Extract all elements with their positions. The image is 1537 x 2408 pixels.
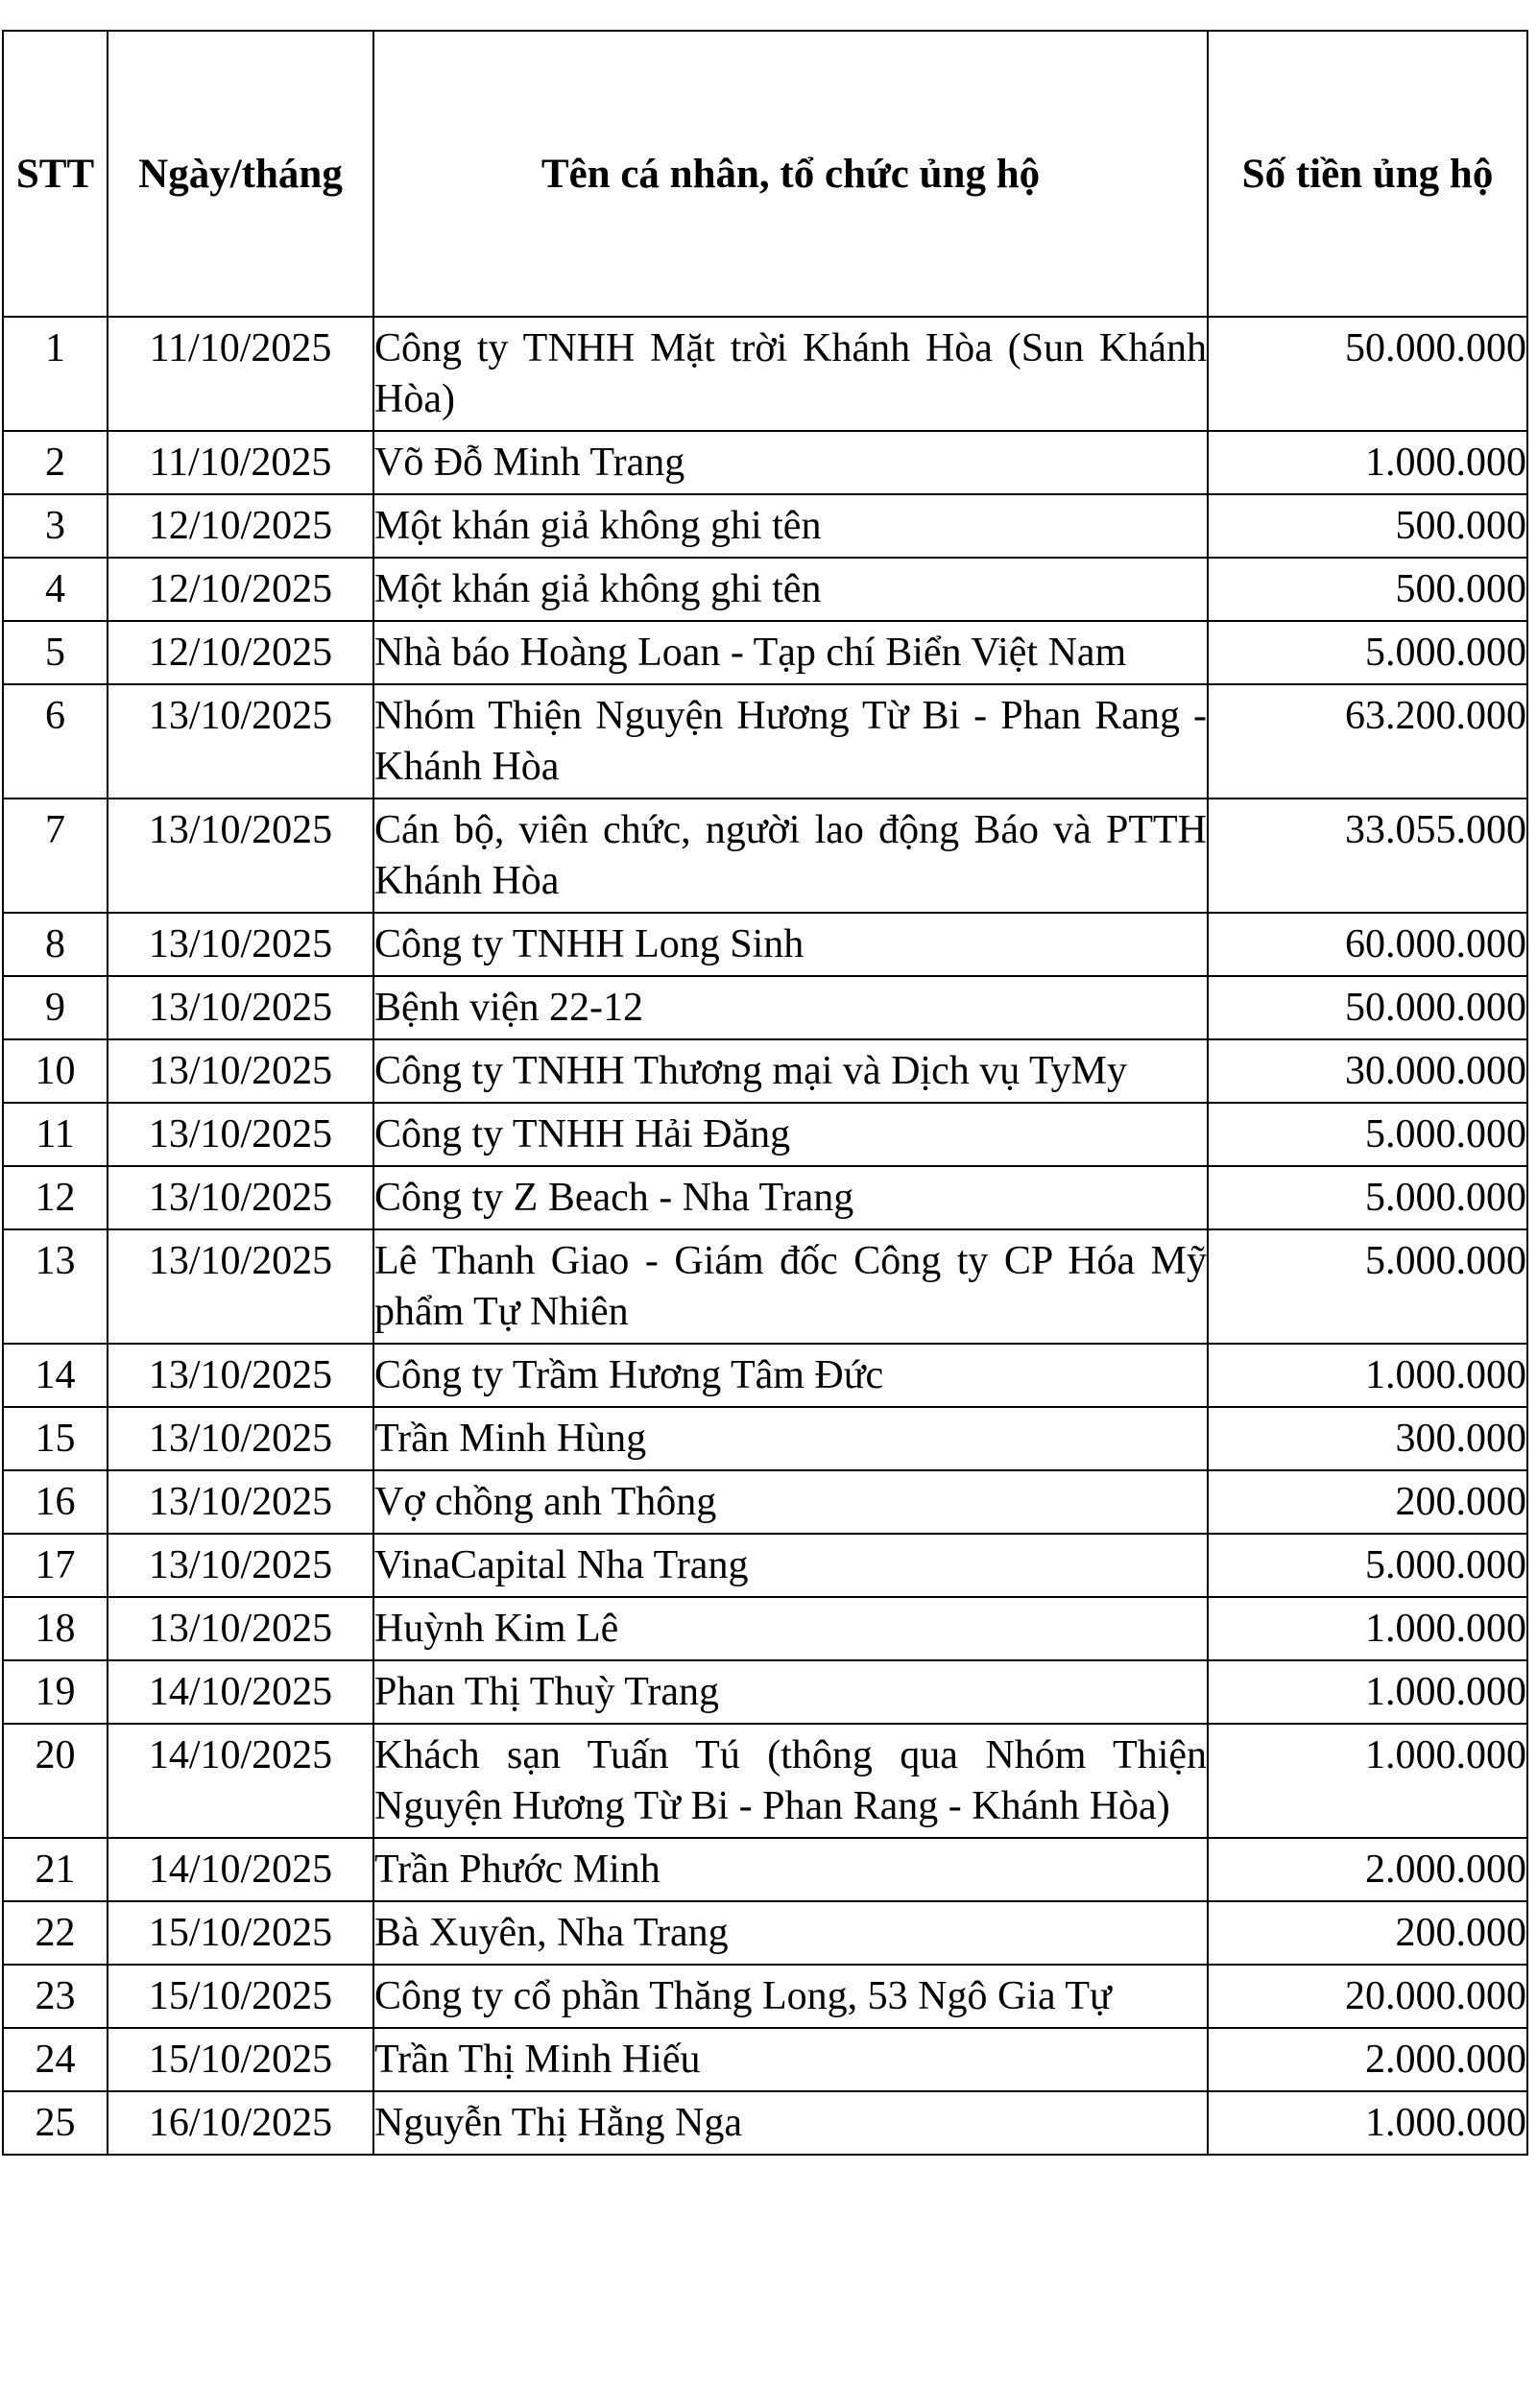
cell-donor-name: Trần Phước Minh — [373, 1838, 1208, 1901]
cell-stt: 9 — [3, 976, 108, 1039]
cell-stt: 13 — [3, 1229, 108, 1344]
cell-donor-name: Vợ chồng anh Thông — [373, 1470, 1208, 1534]
cell-donor-name: Phan Thị Thuỳ Trang — [373, 1660, 1208, 1724]
table-row — [3, 1407, 1527, 1470]
table-row — [3, 1344, 1527, 1407]
cell-amount: 63.200.000 — [1208, 684, 1527, 799]
cell-date: 13/10/2025 — [108, 913, 373, 976]
cell-amount: 5.000.000 — [1208, 621, 1527, 684]
table-row — [3, 684, 1527, 799]
table-row — [3, 1965, 1527, 2028]
cell-date: 13/10/2025 — [108, 1597, 373, 1660]
cell-amount: 5.000.000 — [1208, 1534, 1527, 1597]
cell-donor-name: Trần Minh Hùng — [373, 1407, 1208, 1470]
cell-date: 15/10/2025 — [108, 1901, 373, 1965]
cell-stt: 7 — [3, 799, 108, 913]
cell-amount: 200.000 — [1208, 1901, 1527, 1965]
cell-date: 13/10/2025 — [108, 1470, 373, 1534]
cell-date: 14/10/2025 — [108, 1724, 373, 1838]
cell-amount: 30.000.000 — [1208, 1039, 1527, 1103]
cell-stt: 23 — [3, 1965, 108, 2028]
cell-date: 14/10/2025 — [108, 1838, 373, 1901]
cell-amount: 5.000.000 — [1208, 1103, 1527, 1166]
cell-donor-name: Võ Đỗ Minh Trang — [373, 431, 1208, 494]
cell-stt: 22 — [3, 1901, 108, 1965]
cell-amount: 1.000.000 — [1208, 431, 1527, 494]
cell-amount: 5.000.000 — [1208, 1166, 1527, 1229]
table-row — [3, 1597, 1527, 1660]
cell-donor-name: Lê Thanh Giao - Giám đốc Công ty CP Hóa Mỹ phẩm Tự Nhiên — [373, 1229, 1208, 1344]
donation-table — [2, 30, 1528, 2156]
cell-date: 13/10/2025 — [108, 976, 373, 1039]
cell-date: 13/10/2025 — [108, 1039, 373, 1103]
table-row — [3, 1470, 1527, 1534]
cell-date: 16/10/2025 — [108, 2091, 373, 2155]
table-row — [3, 1724, 1527, 1838]
cell-stt: 12 — [3, 1166, 108, 1229]
table-row — [3, 799, 1527, 913]
cell-stt: 15 — [3, 1407, 108, 1470]
cell-stt: 17 — [3, 1534, 108, 1597]
cell-donor-name: Nhà báo Hoàng Loan - Tạp chí Biển Việt Nam — [373, 621, 1208, 684]
cell-stt: 1 — [3, 317, 108, 431]
header-row — [3, 31, 1527, 317]
cell-date: 13/10/2025 — [108, 1166, 373, 1229]
cell-amount: 1.000.000 — [1208, 1660, 1527, 1724]
cell-stt: 11 — [3, 1103, 108, 1166]
cell-donor-name: Công ty Z Beach - Nha Trang — [373, 1166, 1208, 1229]
cell-date: 15/10/2025 — [108, 2028, 373, 2091]
cell-stt: 19 — [3, 1660, 108, 1724]
table-row — [3, 1103, 1527, 1166]
table-row — [3, 1901, 1527, 1965]
cell-amount: 2.000.000 — [1208, 2028, 1527, 2091]
cell-amount: 60.000.000 — [1208, 913, 1527, 976]
cell-stt: 18 — [3, 1597, 108, 1660]
cell-date: 12/10/2025 — [108, 621, 373, 684]
cell-date: 13/10/2025 — [108, 1407, 373, 1470]
cell-stt: 20 — [3, 1724, 108, 1838]
cell-donor-name: Một khán giả không ghi tên — [373, 494, 1208, 558]
cell-date: 15/10/2025 — [108, 1965, 373, 2028]
cell-date: 12/10/2025 — [108, 494, 373, 558]
cell-amount: 1.000.000 — [1208, 1597, 1527, 1660]
cell-donor-name: Khách sạn Tuấn Tú (thông qua Nhóm Thiện Nguyện Hương Từ Bi - Phan Rang - Khánh Hòa) — [373, 1724, 1208, 1838]
table-row — [3, 2028, 1527, 2091]
header-name: Tên cá nhân, tổ chức ủng hộ — [373, 31, 1208, 317]
cell-donor-name: Một khán giả không ghi tên — [373, 558, 1208, 621]
cell-amount: 500.000 — [1208, 558, 1527, 621]
cell-amount: 20.000.000 — [1208, 1965, 1527, 2028]
cell-amount: 50.000.000 — [1208, 317, 1527, 431]
cell-date: 13/10/2025 — [108, 684, 373, 799]
cell-donor-name: Công ty cổ phần Thăng Long, 53 Ngô Gia Tự — [373, 1965, 1208, 2028]
cell-stt: 16 — [3, 1470, 108, 1534]
cell-donor-name: Công ty TNHH Long Sinh — [373, 913, 1208, 976]
table-row — [3, 431, 1527, 494]
cell-donor-name: Công ty TNHH Hải Đăng — [373, 1103, 1208, 1166]
table-row — [3, 1534, 1527, 1597]
table-row — [3, 976, 1527, 1039]
cell-amount: 500.000 — [1208, 494, 1527, 558]
cell-date: 13/10/2025 — [108, 1229, 373, 1344]
cell-stt: 24 — [3, 2028, 108, 2091]
table-row — [3, 1660, 1527, 1724]
cell-donor-name: VinaCapital Nha Trang — [373, 1534, 1208, 1597]
table-row — [3, 1838, 1527, 1901]
cell-donor-name: Nhóm Thiện Nguyện Hương Từ Bi - Phan Rang - Khánh Hòa — [373, 684, 1208, 799]
cell-donor-name: Công ty TNHH Mặt trời Khánh Hòa (Sun Khánh Hòa) — [373, 317, 1208, 431]
cell-amount: 1.000.000 — [1208, 1724, 1527, 1838]
cell-amount: 33.055.000 — [1208, 799, 1527, 913]
cell-stt: 6 — [3, 684, 108, 799]
table-header — [3, 31, 1527, 317]
cell-date: 13/10/2025 — [108, 1534, 373, 1597]
cell-stt: 3 — [3, 494, 108, 558]
cell-donor-name: Bà Xuyên, Nha Trang — [373, 1901, 1208, 1965]
table-row — [3, 558, 1527, 621]
cell-amount: 1.000.000 — [1208, 2091, 1527, 2155]
cell-stt: 8 — [3, 913, 108, 976]
cell-amount: 200.000 — [1208, 1470, 1527, 1534]
cell-date: 11/10/2025 — [108, 317, 373, 431]
table-row — [3, 913, 1527, 976]
header-date: Ngày/tháng — [108, 31, 373, 317]
cell-amount: 50.000.000 — [1208, 976, 1527, 1039]
cell-stt: 10 — [3, 1039, 108, 1103]
table-row — [3, 1166, 1527, 1229]
header-amount: Số tiền ủng hộ — [1208, 31, 1527, 317]
cell-stt: 25 — [3, 2091, 108, 2155]
table-row — [3, 2091, 1527, 2155]
cell-donor-name: Nguyễn Thị Hằng Nga — [373, 2091, 1208, 2155]
cell-donor-name: Trần Thị Minh Hiếu — [373, 2028, 1208, 2091]
cell-date: 11/10/2025 — [108, 431, 373, 494]
table-body — [3, 317, 1527, 2155]
table-row — [3, 494, 1527, 558]
table-row — [3, 1229, 1527, 1344]
cell-donor-name: Cán bộ, viên chức, người lao động Báo và PTTH Khánh Hòa — [373, 799, 1208, 913]
cell-date: 13/10/2025 — [108, 799, 373, 913]
cell-stt: 4 — [3, 558, 108, 621]
cell-amount: 300.000 — [1208, 1407, 1527, 1470]
cell-amount: 1.000.000 — [1208, 1344, 1527, 1407]
cell-date: 12/10/2025 — [108, 558, 373, 621]
cell-donor-name: Công ty TNHH Thương mại và Dịch vụ TyMy — [373, 1039, 1208, 1103]
cell-stt: 14 — [3, 1344, 108, 1407]
cell-donor-name: Huỳnh Kim Lê — [373, 1597, 1208, 1660]
header-stt: STT — [3, 31, 108, 317]
cell-amount: 2.000.000 — [1208, 1838, 1527, 1901]
cell-date: 13/10/2025 — [108, 1103, 373, 1166]
cell-stt: 5 — [3, 621, 108, 684]
table-row — [3, 317, 1527, 431]
cell-donor-name: Công ty Trầm Hương Tâm Đức — [373, 1344, 1208, 1407]
table-row — [3, 1039, 1527, 1103]
table-row — [3, 621, 1527, 684]
cell-stt: 2 — [3, 431, 108, 494]
cell-amount: 5.000.000 — [1208, 1229, 1527, 1344]
cell-date: 14/10/2025 — [108, 1660, 373, 1724]
cell-donor-name: Bệnh viện 22-12 — [373, 976, 1208, 1039]
cell-stt: 21 — [3, 1838, 108, 1901]
cell-date: 13/10/2025 — [108, 1344, 373, 1407]
